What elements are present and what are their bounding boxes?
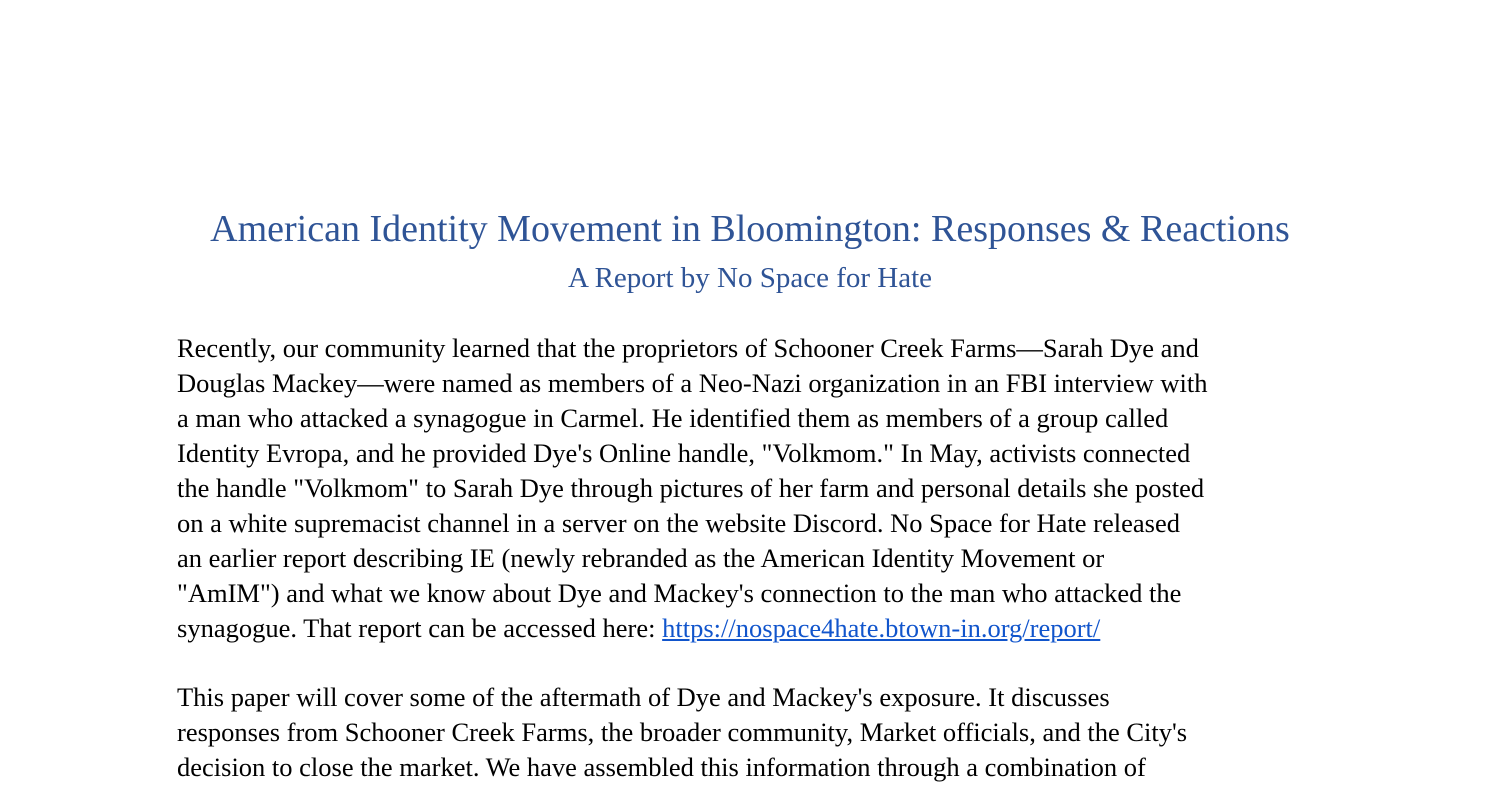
text-line-lead: synagogue. That report can be accessed here: (177, 613, 663, 643)
text-line: the handle "Volkmom" to Sarah Dye through pictures of her farm and personal details she posted (177, 473, 1205, 503)
text-line: This paper will cover some of the aftermath of Dye and Mackey's exposure. It discusses (177, 682, 1110, 712)
text-line (177, 611, 1377, 646)
text-line: Identity Evropa, and he provided Dye's Online handle, "Volkmom." In May, activists connected (177, 438, 1191, 468)
paragraph-overview (177, 680, 1377, 785)
text-line: responses from Schooner Creek Farms, the broader community, Market officials, and the City's (177, 717, 1188, 747)
text-line: "AmIM") and what we know about Dye and Mackey's connection to the man who attacked the (177, 578, 1182, 608)
text-line: Douglas Mackey—were named as members of a Neo-Nazi organization in an FBI interview with (177, 368, 1208, 398)
text-line: an earlier report describing IE (newly rebranded as the American Identity Movement or (177, 543, 1105, 573)
text-line: a man who attacked a synagogue in Carmel. He identified them as members of a group called (177, 403, 1169, 433)
text-line: Recently, our community learned that the proprietors of Schooner Creek Farms—Sarah Dye and (177, 333, 1199, 363)
paragraph-intro (177, 331, 1377, 646)
report-link[interactable]: https://nospace4hate.btown-in.org/report/ (662, 613, 1101, 643)
document-subtitle: A Report by No Space for Hate (567, 262, 932, 294)
text-line: on a white supremacist channel in a server on the website Discord. No Space for Hate released (177, 508, 1180, 538)
document-title: American Identity Movement in Bloomington: Responses & Reactions (210, 208, 1290, 250)
text-line: decision to close the market. We have assembled this information through a combination of (177, 752, 1146, 782)
